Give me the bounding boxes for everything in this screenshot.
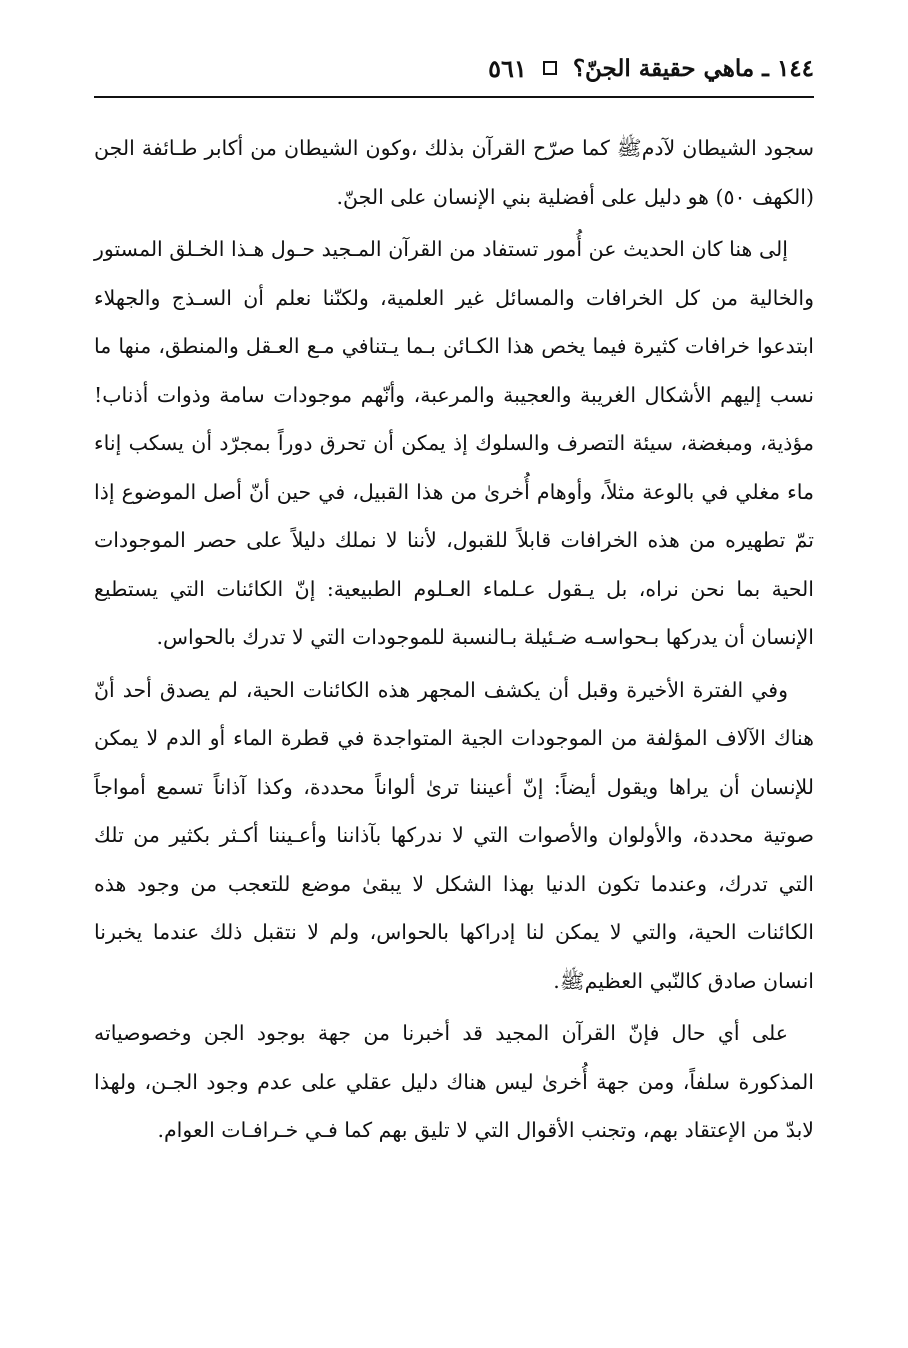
square-ornament-icon — [543, 61, 557, 75]
running-header — [94, 48, 814, 88]
paragraph-2: إلى هنا كان الحديث عن أُمور تستفاد من القرآن المـجيد حـول هـذا الخـلق المستور والخالية من كل الخرافات والمسائل غير العلمية، ولكنّنا نعلم أن السـذج والجهلاء ابتدعوا خرافات كثيرة فيما يخص هذا الكـائن بـما يـتنافي مـع العـقل والمنطق، منها ما نسب إليهم الأشكال الغريبة والعجيبة والمرعبة، وأنّهم موجودات سامة وذوات أذناب! مؤذية، ومبغضة، سيئة التصرف والسلوك إذ يمكن أن تحرق دوراً بمجرّد أن يسكب إناء ماء مغلي في بالوعة مثلاً، وأوهام أُخرىٰ من هذا القبيل، في حين أنّ أصل الموضوع إذا تمّ تطهيره من هذه الخرافات قابلاً للقبول، لأننا لا نملك دليلاً على حصر الموجودات الحية بما نحن نراه، بل يـقول عـلماء العـلوم الطبيعية: إنّ الكائنات التي يستطيع الإنسان أن يدركها بـحواسـه ضـئيلة بـالنسبة للموجودات التي لا تدرك بالحواس. — [94, 237, 814, 649]
paragraph-4: على أي حال فإنّ القرآن المجيد قد أخبرنا من جهة بوجود الجن وخصوصياته المذكورة سلفاً، ومن جهة أُخرىٰ ليس هناك دليل عقلي على عدم وجود الجـن، ولهذا لابدّ من الإعتقاد بهم، وتجنب الأقوال التي لا تليق بهم كما فـي خـرافـات العوام. — [94, 1021, 814, 1142]
chapter-title: ١٤٤ ـ ماهي حقيقة الجنّ؟ — [572, 54, 814, 82]
body-text — [94, 124, 814, 1159]
page-number: ٥٦١ — [488, 53, 527, 83]
header-divider — [94, 96, 814, 98]
paragraph-1: سجود الشيطان لآدمﷺ كما صرّح القرآن بذلك ،وكون الشيطان من أكابر طـائفة الجن (الكهف ٥٠) هو دليل على أفضلية بني الإنسان على الجنّ. — [94, 136, 814, 209]
paragraph-3: وفي الفترة الأخيرة وقبل أن يكشف المجهر هذه الكائنات الحية، لم يصدق أحد أنّ هناك الآلاف المؤلفة من الموجودات الجية المتواجدة في قطرة الماء أو الدم لا يمكن للإنسان أن يراها ويقول أيضاً: إنّ أعيننا ترىٰ ألواناً محددة، وكذا آذاناً تسمع أمواجاً صوتية محددة، والأولوان والأصوات التي لا ندركها بآذاننا وأعـيننا أكـثر بكثير من تلك التي تدرك، وعندما تكون الدنيا بهذا الشكل لا يبقىٰ موضع للتعجب من وجود هذه الكائنات الحية، والتي لا يمكن لنا إدراكها بالحواس، ولم لا نتقبل ذلك عندما يخبرنا انسان صادق كالنّبي العظيمﷺ. — [94, 677, 814, 993]
